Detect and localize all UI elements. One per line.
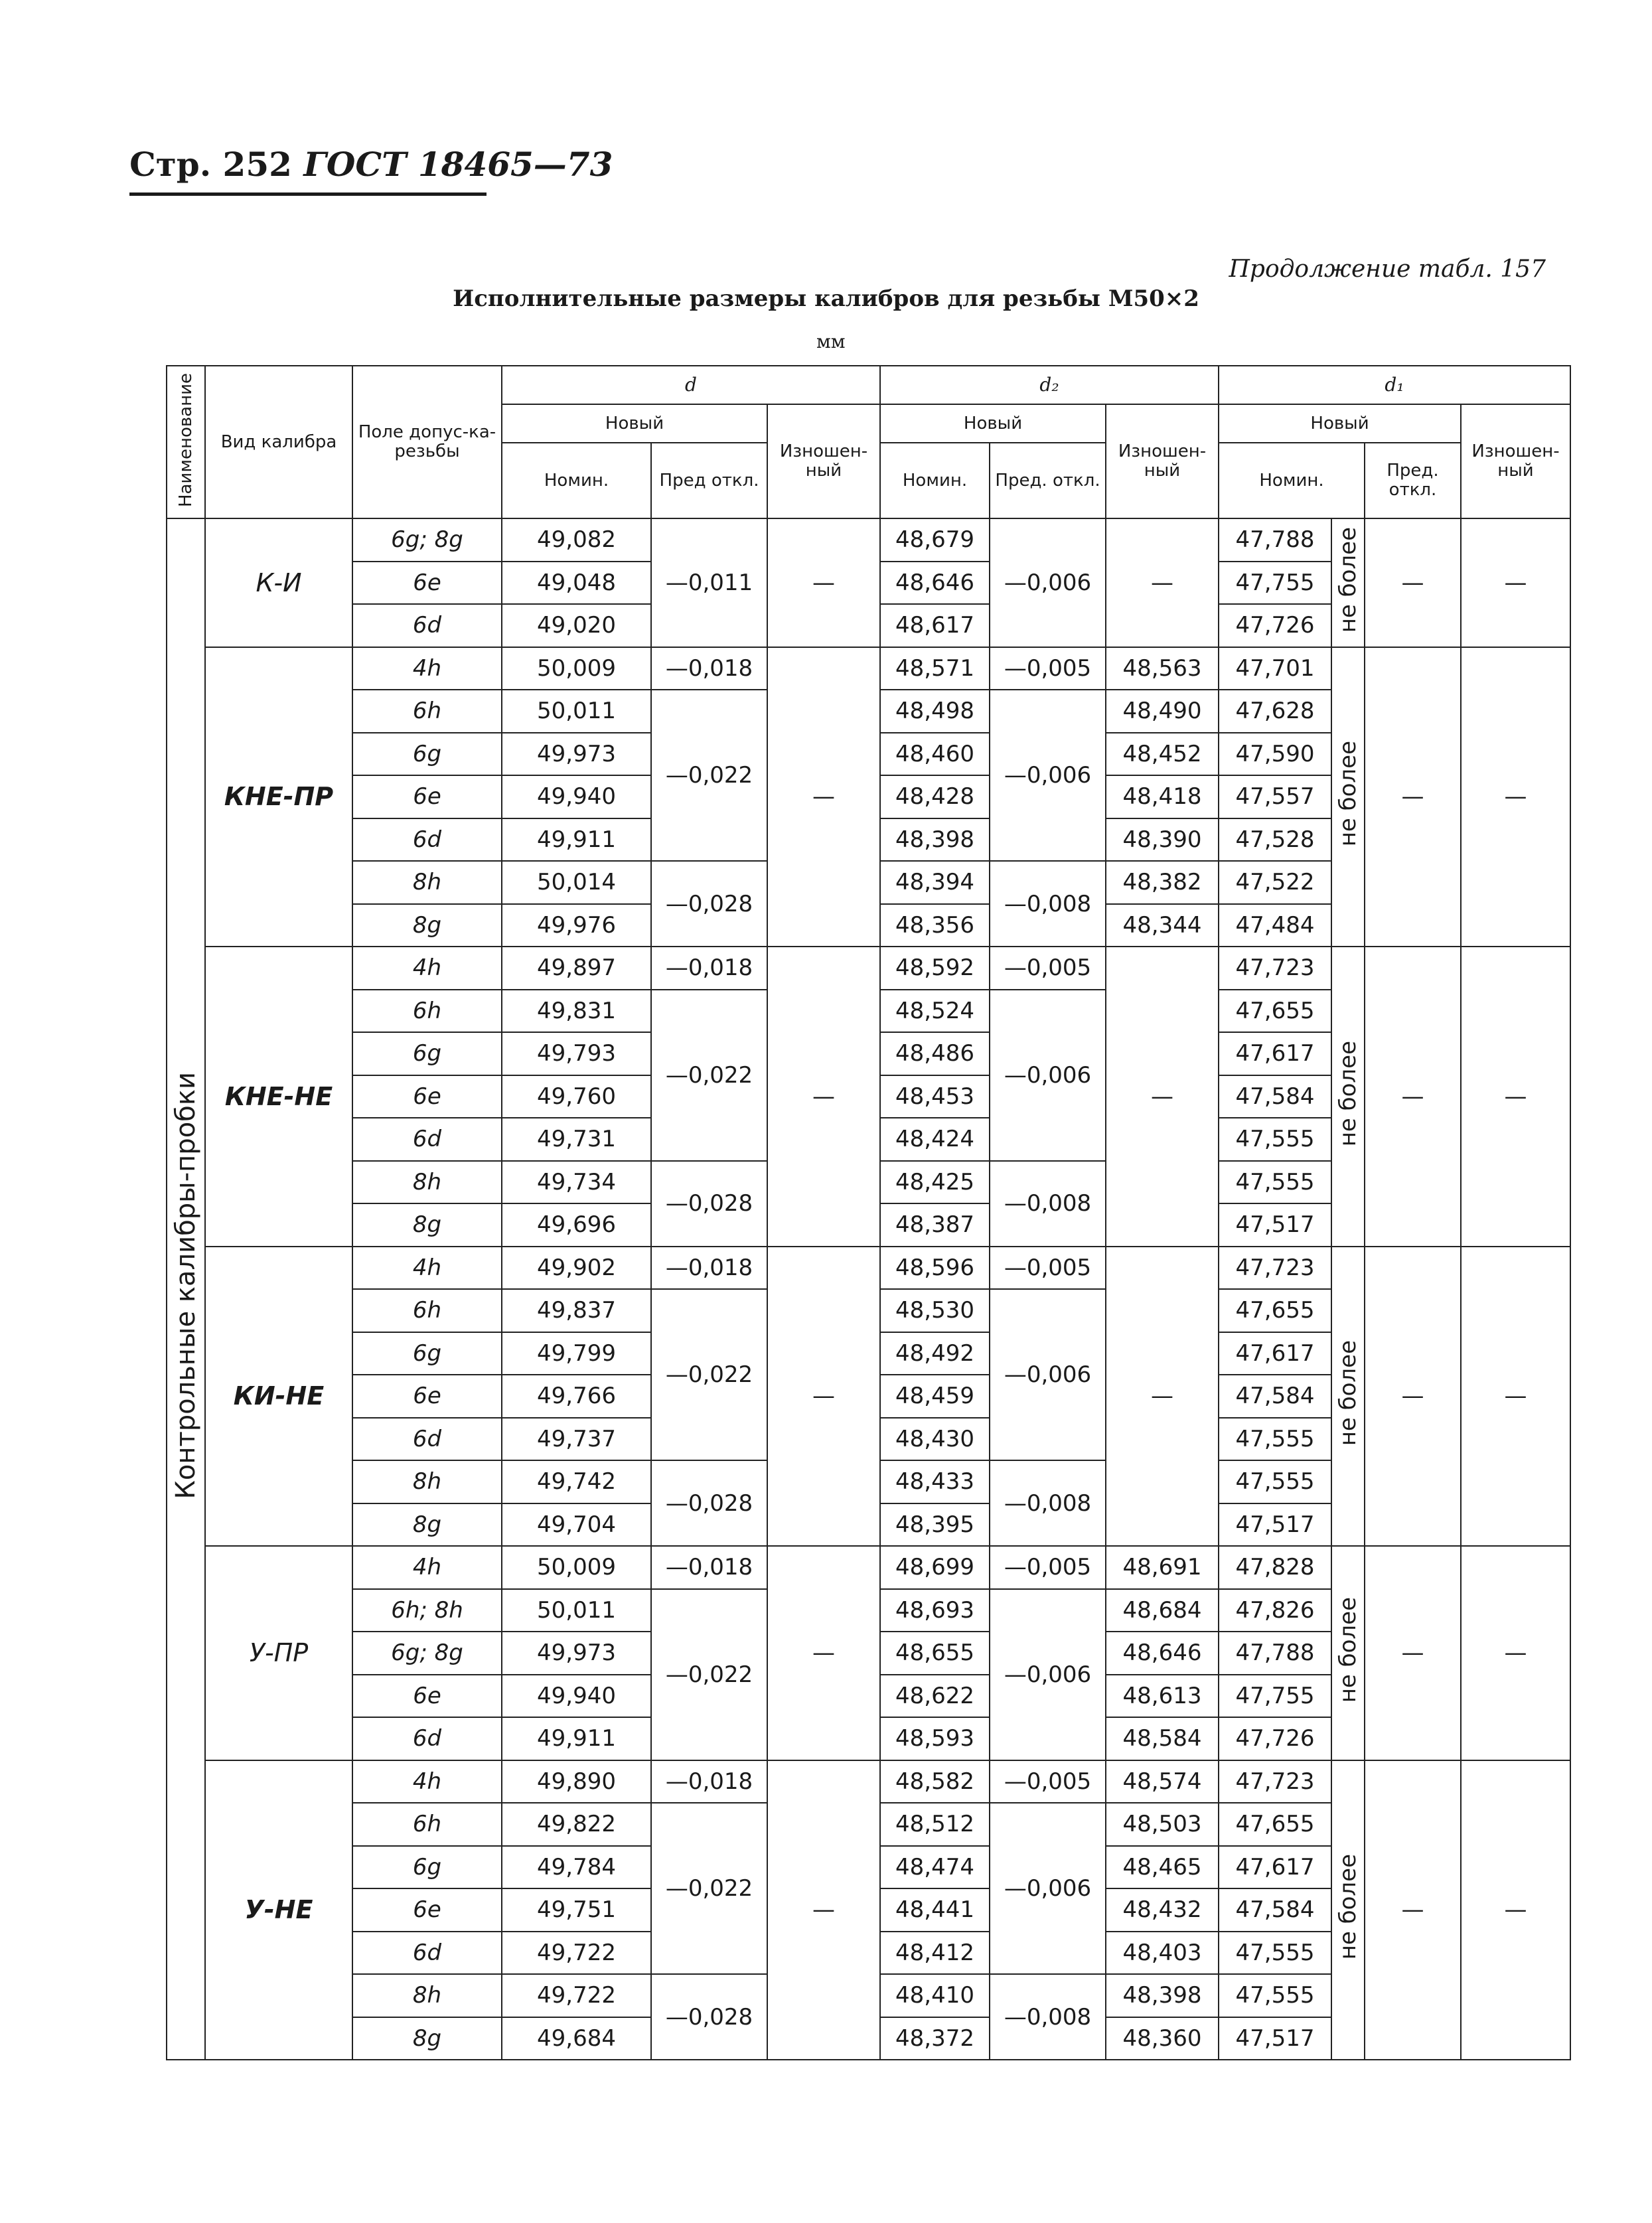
header-d1-nomin: Номин. bbox=[1219, 443, 1365, 518]
d-nomin: 49,973 bbox=[502, 1632, 651, 1675]
header-pole: Поле допус-ка-резьбы bbox=[352, 366, 502, 518]
d2-pred: —0,006 bbox=[990, 1803, 1106, 1974]
d2-nomin: 48,394 bbox=[880, 861, 990, 904]
table-row bbox=[167, 947, 1570, 990]
tolerance-field: 6g bbox=[352, 1032, 502, 1075]
d2-pred: —0,008 bbox=[990, 861, 1106, 947]
d-nomin: 49,722 bbox=[502, 1932, 651, 1975]
d1-nomin: 47,726 bbox=[1219, 1717, 1331, 1760]
d1-nomin: 47,484 bbox=[1219, 904, 1331, 947]
d-nomin: 49,890 bbox=[502, 1760, 651, 1803]
d2-nomin: 48,512 bbox=[880, 1803, 990, 1846]
d2-worn: 48,432 bbox=[1106, 1888, 1219, 1932]
d1-nomin: 47,617 bbox=[1219, 1032, 1331, 1075]
d-nomin: 49,751 bbox=[502, 1888, 651, 1932]
gauge-type: У-ПР bbox=[205, 1546, 352, 1760]
header-d1-worn: Изношен-ный bbox=[1461, 404, 1570, 518]
gauge-type: К-И bbox=[205, 518, 352, 647]
d2-worn: 48,418 bbox=[1106, 775, 1219, 818]
d2-nomin: 48,441 bbox=[880, 1888, 990, 1932]
d2-nomin: 48,617 bbox=[880, 604, 990, 647]
d1-nomin: 47,557 bbox=[1219, 775, 1331, 818]
d1-nomin: 47,555 bbox=[1219, 1161, 1331, 1204]
tolerance-field: 6g bbox=[352, 733, 502, 776]
header-vid: Вид калибра bbox=[205, 366, 352, 518]
d2-nomin: 48,395 bbox=[880, 1503, 990, 1547]
d1-pred: — bbox=[1365, 1247, 1461, 1547]
d-pred: —0,022 bbox=[651, 1803, 767, 1974]
ne-bolee-label: не более bbox=[1331, 947, 1365, 1247]
d2-worn: 48,452 bbox=[1106, 733, 1219, 776]
tolerance-field: 4h bbox=[352, 1546, 502, 1589]
d2-nomin: 48,699 bbox=[880, 1546, 990, 1589]
tolerance-field: 6g; 8g bbox=[352, 518, 502, 562]
d-nomin: 50,011 bbox=[502, 690, 651, 733]
d2-pred: —0,005 bbox=[990, 1760, 1106, 1803]
d2-pred: —0,008 bbox=[990, 1161, 1106, 1247]
d1-nomin: 47,517 bbox=[1219, 2017, 1331, 2060]
d-pred: —0,018 bbox=[651, 1247, 767, 1290]
d2-pred: —0,006 bbox=[990, 1589, 1106, 1760]
d1-nomin: 47,617 bbox=[1219, 1846, 1331, 1889]
d-nomin: 49,082 bbox=[502, 518, 651, 562]
d2-pred: —0,006 bbox=[990, 1289, 1106, 1460]
d1-nomin: 47,555 bbox=[1219, 1974, 1331, 2017]
header-d2-worn: Изношен-ный bbox=[1106, 404, 1219, 518]
d2-worn: — bbox=[1106, 518, 1219, 647]
header-d1: d₁ bbox=[1219, 366, 1570, 404]
ne-bolee-label: не более bbox=[1331, 1247, 1365, 1547]
d-worn: — bbox=[767, 1546, 880, 1760]
d-pred: —0,011 bbox=[651, 518, 767, 647]
d2-worn: 48,382 bbox=[1106, 861, 1219, 904]
d-pred: —0,022 bbox=[651, 990, 767, 1161]
d2-nomin: 48,425 bbox=[880, 1161, 990, 1204]
header-d-new: Новый bbox=[502, 404, 767, 443]
d2-nomin: 48,571 bbox=[880, 647, 990, 690]
d2-worn: 48,684 bbox=[1106, 1589, 1219, 1632]
d2-nomin: 48,410 bbox=[880, 1974, 990, 2017]
d2-pred: —0,008 bbox=[990, 1974, 1106, 2060]
tolerance-field: 6e bbox=[352, 1375, 502, 1418]
d1-nomin: 47,655 bbox=[1219, 1803, 1331, 1846]
tolerance-field: 8g bbox=[352, 904, 502, 947]
tolerance-field: 4h bbox=[352, 947, 502, 990]
d1-nomin: 47,655 bbox=[1219, 1289, 1331, 1332]
d2-pred: —0,005 bbox=[990, 947, 1106, 990]
d2-pred: —0,006 bbox=[990, 518, 1106, 647]
d1-nomin: 47,755 bbox=[1219, 1675, 1331, 1718]
d2-nomin: 48,430 bbox=[880, 1418, 990, 1461]
d2-worn: 48,584 bbox=[1106, 1717, 1219, 1760]
d1-nomin: 47,826 bbox=[1219, 1589, 1331, 1632]
d1-nomin: 47,723 bbox=[1219, 1247, 1331, 1290]
d2-pred: —0,008 bbox=[990, 1460, 1106, 1546]
d2-worn: 48,574 bbox=[1106, 1760, 1219, 1803]
d2-pred: —0,005 bbox=[990, 1546, 1106, 1589]
page-number: Стр. 252 bbox=[129, 145, 292, 184]
d-pred: —0,022 bbox=[651, 1289, 767, 1460]
d-nomin: 49,742 bbox=[502, 1460, 651, 1503]
d1-nomin: 47,528 bbox=[1219, 818, 1331, 862]
continuation-note: Продолжение табл. 157 bbox=[1229, 256, 1546, 283]
tolerance-field: 8h bbox=[352, 1161, 502, 1204]
gauge-type: КИ-НЕ bbox=[205, 1247, 352, 1547]
tolerance-field: 4h bbox=[352, 1247, 502, 1290]
ne-bolee-label: не более bbox=[1331, 647, 1365, 947]
d2-nomin: 48,492 bbox=[880, 1332, 990, 1375]
d-nomin: 49,784 bbox=[502, 1846, 651, 1889]
d1-nomin: 47,788 bbox=[1219, 1632, 1331, 1675]
d2-nomin: 48,622 bbox=[880, 1675, 990, 1718]
d2-nomin: 48,498 bbox=[880, 690, 990, 733]
d-nomin: 50,011 bbox=[502, 1589, 651, 1632]
tolerance-field: 6h bbox=[352, 1803, 502, 1846]
d1-nomin: 47,584 bbox=[1219, 1375, 1331, 1418]
header-d2-nomin: Номин. bbox=[880, 443, 990, 518]
d1-nomin: 47,726 bbox=[1219, 604, 1331, 647]
table-row bbox=[167, 518, 1570, 562]
d2-worn: 48,646 bbox=[1106, 1632, 1219, 1675]
d-pred: —0,018 bbox=[651, 1760, 767, 1803]
table-row bbox=[167, 647, 1570, 690]
d2-worn: 48,691 bbox=[1106, 1546, 1219, 1589]
d2-nomin: 48,592 bbox=[880, 947, 990, 990]
d-nomin: 49,940 bbox=[502, 775, 651, 818]
d1-nomin: 47,723 bbox=[1219, 947, 1331, 990]
d1-nomin: 47,517 bbox=[1219, 1503, 1331, 1547]
d-nomin: 50,014 bbox=[502, 861, 651, 904]
table-row bbox=[167, 1760, 1570, 1803]
d1-worn: — bbox=[1461, 1546, 1570, 1760]
tolerance-field: 6d bbox=[352, 1418, 502, 1461]
tolerance-field: 6d bbox=[352, 604, 502, 647]
d-pred: —0,028 bbox=[651, 1161, 767, 1247]
d-nomin: 49,722 bbox=[502, 1974, 651, 2017]
tolerance-field: 6g bbox=[352, 1846, 502, 1889]
ne-bolee-label: не более bbox=[1331, 1546, 1365, 1760]
header-rule bbox=[129, 192, 487, 196]
d2-nomin: 48,387 bbox=[880, 1203, 990, 1247]
ne-bolee-label: не более bbox=[1331, 518, 1365, 647]
tolerance-field: 6h bbox=[352, 690, 502, 733]
header-d: d bbox=[502, 366, 880, 404]
d2-nomin: 48,433 bbox=[880, 1460, 990, 1503]
d-nomin: 49,897 bbox=[502, 947, 651, 990]
d-nomin: 49,684 bbox=[502, 2017, 651, 2060]
d-worn: — bbox=[767, 647, 880, 947]
d1-pred: — bbox=[1365, 518, 1461, 647]
page-header bbox=[129, 145, 613, 184]
d2-worn: — bbox=[1106, 947, 1219, 1247]
tolerance-field: 6g bbox=[352, 1332, 502, 1375]
d2-nomin: 48,596 bbox=[880, 1247, 990, 1290]
d1-nomin: 47,590 bbox=[1219, 733, 1331, 776]
gauge-size-table bbox=[166, 365, 1571, 2060]
tolerance-field: 8g bbox=[352, 1203, 502, 1247]
d2-nomin: 48,524 bbox=[880, 990, 990, 1033]
d1-nomin: 47,522 bbox=[1219, 861, 1331, 904]
d2-worn: 48,613 bbox=[1106, 1675, 1219, 1718]
d-pred: —0,018 bbox=[651, 1546, 767, 1589]
d2-nomin: 48,453 bbox=[880, 1075, 990, 1118]
d2-worn: — bbox=[1106, 1247, 1219, 1547]
d1-nomin: 47,655 bbox=[1219, 990, 1331, 1033]
tolerance-field: 8h bbox=[352, 1974, 502, 2017]
header-d-pred: Пред откл. bbox=[651, 443, 767, 518]
tolerance-field: 6d bbox=[352, 818, 502, 862]
tolerance-field: 8h bbox=[352, 861, 502, 904]
d2-nomin: 48,593 bbox=[880, 1717, 990, 1760]
d1-pred: — bbox=[1365, 1546, 1461, 1760]
tolerance-field: 8g bbox=[352, 2017, 502, 2060]
header-d-worn: Изношен-ный bbox=[767, 404, 880, 518]
d1-nomin: 47,617 bbox=[1219, 1332, 1331, 1375]
ne-bolee-label: не более bbox=[1331, 1760, 1365, 2060]
d1-nomin: 47,628 bbox=[1219, 690, 1331, 733]
d-nomin: 49,976 bbox=[502, 904, 651, 947]
d2-nomin: 48,356 bbox=[880, 904, 990, 947]
table-wrapper bbox=[166, 365, 1571, 2060]
tolerance-field: 6e bbox=[352, 562, 502, 605]
d-pred: —0,018 bbox=[651, 647, 767, 690]
d-pred: —0,028 bbox=[651, 1460, 767, 1546]
tolerance-field: 6h; 8h bbox=[352, 1589, 502, 1632]
d-nomin: 49,793 bbox=[502, 1032, 651, 1075]
d2-worn: 48,360 bbox=[1106, 2017, 1219, 2060]
d1-worn: — bbox=[1461, 647, 1570, 947]
d2-pred: —0,006 bbox=[990, 690, 1106, 861]
d1-worn: — bbox=[1461, 947, 1570, 1247]
d2-worn: 48,398 bbox=[1106, 1974, 1219, 2017]
table-title: Исполнительные размеры калибров для резьбы М50×2 bbox=[453, 285, 1199, 312]
tolerance-field: 6h bbox=[352, 990, 502, 1033]
d2-worn: 48,490 bbox=[1106, 690, 1219, 733]
header-d2-pred: Пред. откл. bbox=[990, 443, 1106, 518]
d-nomin: 49,766 bbox=[502, 1375, 651, 1418]
d1-nomin: 47,701 bbox=[1219, 647, 1331, 690]
d-nomin: 49,696 bbox=[502, 1203, 651, 1247]
d-nomin: 49,020 bbox=[502, 604, 651, 647]
d2-nomin: 48,582 bbox=[880, 1760, 990, 1803]
d-nomin: 49,731 bbox=[502, 1118, 651, 1161]
tolerance-field: 6d bbox=[352, 1118, 502, 1161]
d2-worn: 48,390 bbox=[1106, 818, 1219, 862]
d2-worn: 48,563 bbox=[1106, 647, 1219, 690]
d1-worn: — bbox=[1461, 518, 1570, 647]
d-worn: — bbox=[767, 1247, 880, 1547]
d2-worn: 48,465 bbox=[1106, 1846, 1219, 1889]
header-d1-new: Новый bbox=[1219, 404, 1461, 443]
tolerance-field: 6d bbox=[352, 1717, 502, 1760]
d-pred: —0,018 bbox=[651, 947, 767, 990]
group-label: Контрольные калибры-пробки bbox=[167, 518, 205, 2060]
d-pred: —0,022 bbox=[651, 690, 767, 861]
d2-nomin: 48,655 bbox=[880, 1632, 990, 1675]
d1-nomin: 47,555 bbox=[1219, 1460, 1331, 1503]
d1-nomin: 47,555 bbox=[1219, 1118, 1331, 1161]
tolerance-field: 6e bbox=[352, 1675, 502, 1718]
d1-nomin: 47,584 bbox=[1219, 1888, 1331, 1932]
d-worn: — bbox=[767, 947, 880, 1247]
gauge-type: КНЕ-ПР bbox=[205, 647, 352, 947]
d-worn: — bbox=[767, 518, 880, 647]
standard-number: ГОСТ 18465—73 bbox=[303, 145, 613, 184]
table-row bbox=[167, 1247, 1570, 1290]
d-nomin: 49,048 bbox=[502, 562, 651, 605]
header-d1-pred: Пред. откл. bbox=[1365, 443, 1461, 518]
d2-nomin: 48,693 bbox=[880, 1589, 990, 1632]
d2-worn: 48,503 bbox=[1106, 1803, 1219, 1846]
tolerance-field: 4h bbox=[352, 1760, 502, 1803]
tolerance-field: 6e bbox=[352, 775, 502, 818]
d2-pred: —0,005 bbox=[990, 1247, 1106, 1290]
d1-nomin: 47,755 bbox=[1219, 562, 1331, 605]
d-nomin: 49,911 bbox=[502, 818, 651, 862]
d-nomin: 49,704 bbox=[502, 1503, 651, 1547]
tolerance-field: 4h bbox=[352, 647, 502, 690]
d2-nomin: 48,424 bbox=[880, 1118, 990, 1161]
d-nomin: 49,902 bbox=[502, 1247, 651, 1290]
d-pred: —0,028 bbox=[651, 861, 767, 947]
d-nomin: 49,822 bbox=[502, 1803, 651, 1846]
d-nomin: 49,973 bbox=[502, 733, 651, 776]
d2-nomin: 48,679 bbox=[880, 518, 990, 562]
header-d-nomin: Номин. bbox=[502, 443, 651, 518]
d2-pred: —0,005 bbox=[990, 647, 1106, 690]
d1-nomin: 47,517 bbox=[1219, 1203, 1331, 1247]
gauge-type: У-НЕ bbox=[205, 1760, 352, 2060]
d2-worn: 48,344 bbox=[1106, 904, 1219, 947]
d1-nomin: 47,584 bbox=[1219, 1075, 1331, 1118]
d2-nomin: 48,486 bbox=[880, 1032, 990, 1075]
d-nomin: 49,734 bbox=[502, 1161, 651, 1204]
table-row bbox=[167, 1546, 1570, 1589]
d2-worn: 48,403 bbox=[1106, 1932, 1219, 1975]
d1-nomin: 47,828 bbox=[1219, 1546, 1331, 1589]
d2-nomin: 48,372 bbox=[880, 2017, 990, 2060]
tolerance-field: 6g; 8g bbox=[352, 1632, 502, 1675]
d-nomin: 49,911 bbox=[502, 1717, 651, 1760]
tolerance-field: 6h bbox=[352, 1289, 502, 1332]
d-nomin: 49,831 bbox=[502, 990, 651, 1033]
d1-nomin: 47,555 bbox=[1219, 1932, 1331, 1975]
d-nomin: 49,940 bbox=[502, 1675, 651, 1718]
header-d2: d₂ bbox=[880, 366, 1219, 404]
d-nomin: 49,837 bbox=[502, 1289, 651, 1332]
d2-nomin: 48,646 bbox=[880, 562, 990, 605]
d2-pred: —0,006 bbox=[990, 990, 1106, 1161]
d-worn: — bbox=[767, 1760, 880, 2060]
header-d2-new: Новый bbox=[880, 404, 1106, 443]
tolerance-field: 6e bbox=[352, 1075, 502, 1118]
d2-nomin: 48,474 bbox=[880, 1846, 990, 1889]
tolerance-field: 6e bbox=[352, 1888, 502, 1932]
d1-worn: — bbox=[1461, 1760, 1570, 2060]
header-naimenovanie: Наименование bbox=[167, 366, 205, 518]
d2-nomin: 48,459 bbox=[880, 1375, 990, 1418]
gauge-type: КНЕ-НЕ bbox=[205, 947, 352, 1247]
tolerance-field: 6d bbox=[352, 1932, 502, 1975]
d2-nomin: 48,428 bbox=[880, 775, 990, 818]
d2-nomin: 48,412 bbox=[880, 1932, 990, 1975]
d1-nomin: 47,723 bbox=[1219, 1760, 1331, 1803]
d1-pred: — bbox=[1365, 1760, 1461, 2060]
d2-nomin: 48,460 bbox=[880, 733, 990, 776]
d-nomin: 49,799 bbox=[502, 1332, 651, 1375]
d-pred: —0,028 bbox=[651, 1974, 767, 2060]
d-nomin: 49,737 bbox=[502, 1418, 651, 1461]
d1-pred: — bbox=[1365, 647, 1461, 947]
d2-nomin: 48,398 bbox=[880, 818, 990, 862]
d1-worn: — bbox=[1461, 1247, 1570, 1547]
d-nomin: 50,009 bbox=[502, 1546, 651, 1589]
tolerance-field: 8g bbox=[352, 1503, 502, 1547]
d2-nomin: 48,530 bbox=[880, 1289, 990, 1332]
units-label: мм bbox=[816, 331, 846, 352]
d1-nomin: 47,555 bbox=[1219, 1418, 1331, 1461]
d1-nomin: 47,788 bbox=[1219, 518, 1331, 562]
d-nomin: 50,009 bbox=[502, 647, 651, 690]
d-pred: —0,022 bbox=[651, 1589, 767, 1760]
d-nomin: 49,760 bbox=[502, 1075, 651, 1118]
d1-pred: — bbox=[1365, 947, 1461, 1247]
tolerance-field: 8h bbox=[352, 1460, 502, 1503]
